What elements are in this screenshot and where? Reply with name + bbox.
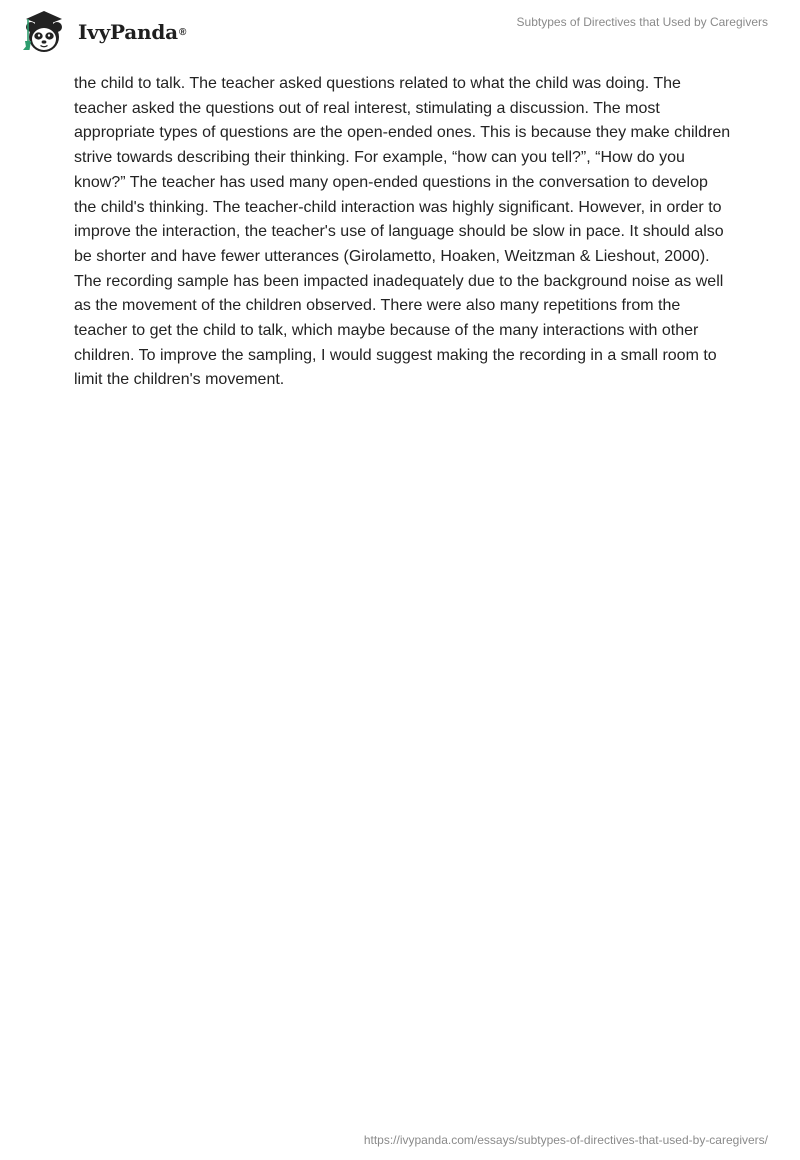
source-url-link[interactable]: https://ivypanda.com/essays/subtypes-of-directives-that-used-by-caregivers/ [363, 1133, 768, 1147]
essay-content [74, 72, 734, 393]
brand-name: IvyPanda [78, 20, 178, 44]
page-header [0, 0, 800, 64]
essay-paragraph: the child to talk. The teacher asked questions related to what the child was doing. The teacher asked the questions out of real interest, stimulating a discussion. The most appropriate types of questions are the open-ended ones. This is because they make children strive towards describing their thinking. For example, “how can you tell?”, “How do you know?” The teacher has used many open-ended questions in the conversation to develop the child's thinking. The teacher-child interaction was highly significant. However, in order to improve the interaction, the teacher's use of language should be slow in pace. It should also be shorter and have fewer utterances (Girolametto, Hoaken, Weitzman & Lieshout, 2000). The recording sample has been impacted inadequately due to the background noise as well as the movement of the children observed. There were also many repetitions from the teacher to get the child to talk, which maybe because of the many interactions with other children. To improve the sampling, I would suggest making the recording in a small room to limit the children's movement. [74, 75, 731, 389]
document-title: Subtypes of Directives that Used by Caregivers [516, 15, 768, 29]
brand-logo[interactable] [14, 8, 186, 56]
panda-graduation-cap-icon [14, 8, 76, 56]
registered-mark: ® [178, 26, 187, 38]
